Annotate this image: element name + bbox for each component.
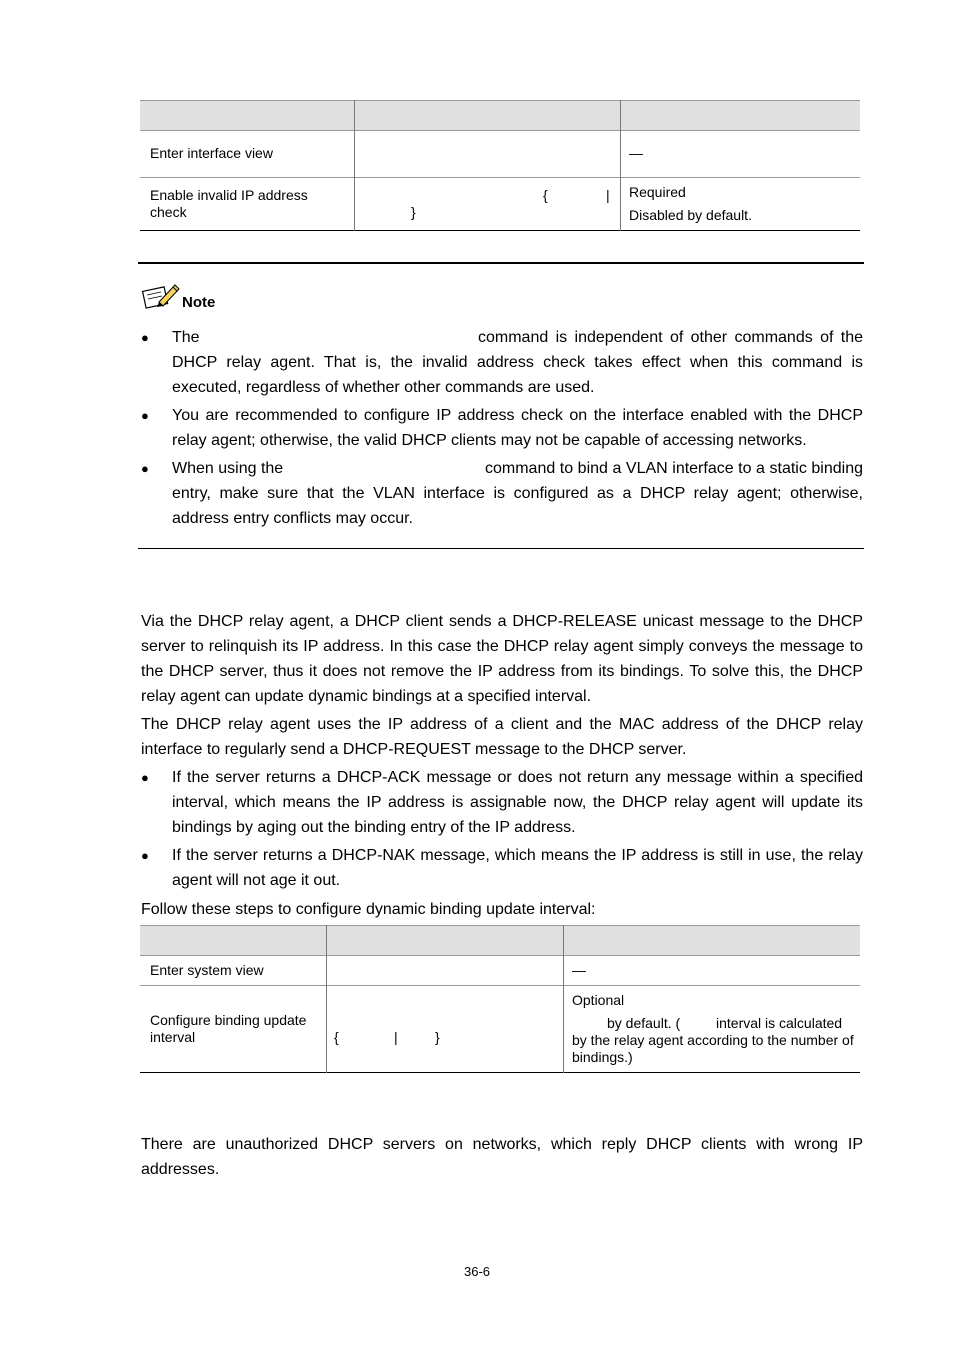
operation-cell: Enable invalid IP address check <box>150 187 308 220</box>
list-item: If the server returns a DHCP-ACK message or does not return any message within a specified interval, which means the IP address is assignable now, the DHCP relay agent will update its bindings by aging out the binding entry of the IP address. <box>172 769 863 836</box>
note-text-lead: The <box>172 329 200 346</box>
bullet-icon: ● <box>141 408 149 423</box>
table-header-row <box>140 101 860 130</box>
list-item: If the server returns a DHCP-NAK message, which means the IP address is still in use, the relay agent will not age it out. <box>172 847 863 889</box>
table-row <box>150 145 350 162</box>
paragraph: Via the DHCP relay agent, a DHCP client sends a DHCP-RELEASE unicast message to the DHCP server to relinquish its IP address. In this case the DHCP relay agent simply conveys the message to the DHCP server, thus it does not remove the IP address from its bindings. To solve this, the DHCP relay agent can update dynamic bindings at a specified interval. <box>141 613 863 705</box>
table-row <box>150 1012 322 1046</box>
command-pipe: | <box>606 187 610 203</box>
remarks-cell <box>572 962 586 979</box>
remark-required: Required <box>629 184 686 200</box>
command-brace-open: { <box>334 1029 339 1045</box>
note-pencil-icon <box>141 280 181 310</box>
note-text-lead: When using the <box>172 460 284 477</box>
remark-calc: interval is calculated <box>716 1015 843 1031</box>
note-title: Note <box>182 294 216 311</box>
command-pipe: | <box>394 1029 398 1045</box>
remarks-cell <box>629 145 643 162</box>
list-item-text: command to bind a VLAN interface to a static binding entry, make sure that the VLAN interface is configured as a DHCP relay agent; otherwise, address entry conflicts may occur. <box>172 460 863 527</box>
bullet-icon: ● <box>141 330 149 345</box>
operation-cell: Enter interface view <box>150 145 273 161</box>
operation-cell: Enter system view <box>150 962 264 978</box>
list-item: You are recommended to configure IP address check on the interface enabled with the DHCP relay agent; otherwise, the valid DHCP clients may not be capable of accessing networks. <box>172 407 863 449</box>
list-item-text: command is independent of other commands of the DHCP relay agent. That is, the invalid address check takes effect when this command is executed, regardless of whether other commands are used. <box>172 329 863 396</box>
remarks-cell <box>629 184 752 224</box>
table-row <box>150 187 340 221</box>
paragraph: There are unauthorized DHCP servers on networks, which reply DHCP clients with wrong IP addresses. <box>141 1136 863 1178</box>
page-number: 36-6 <box>463 1264 491 1279</box>
command-brace-open: { <box>543 187 548 203</box>
bullet-icon: ● <box>141 848 149 863</box>
table-row <box>150 962 264 979</box>
remarks-cell <box>572 992 857 1066</box>
dash-text: — <box>572 962 586 978</box>
operation-cell: Configure binding update interval <box>150 1012 307 1045</box>
bullet-icon: ● <box>141 770 149 785</box>
command-brace-close: } <box>435 1029 440 1045</box>
steps-intro: Follow these steps to configure dynamic binding update interval: <box>141 901 596 918</box>
bullet-icon: ● <box>141 461 149 476</box>
table-header-row <box>140 926 860 955</box>
remark-default: Disabled by default. <box>629 207 752 223</box>
paragraph: The DHCP relay agent uses the IP address of a client and the MAC address of the DHCP relay interface to regularly send a DHCP-REQUEST message to the DHCP server. <box>141 716 863 758</box>
remark-default: by default. ( <box>607 1015 681 1031</box>
dash-text: — <box>629 145 643 161</box>
remark-optional: Optional <box>572 992 625 1008</box>
command-brace-close: } <box>411 204 416 220</box>
remark-tail: by the relay agent according to the number of bindings.) <box>572 1032 854 1065</box>
